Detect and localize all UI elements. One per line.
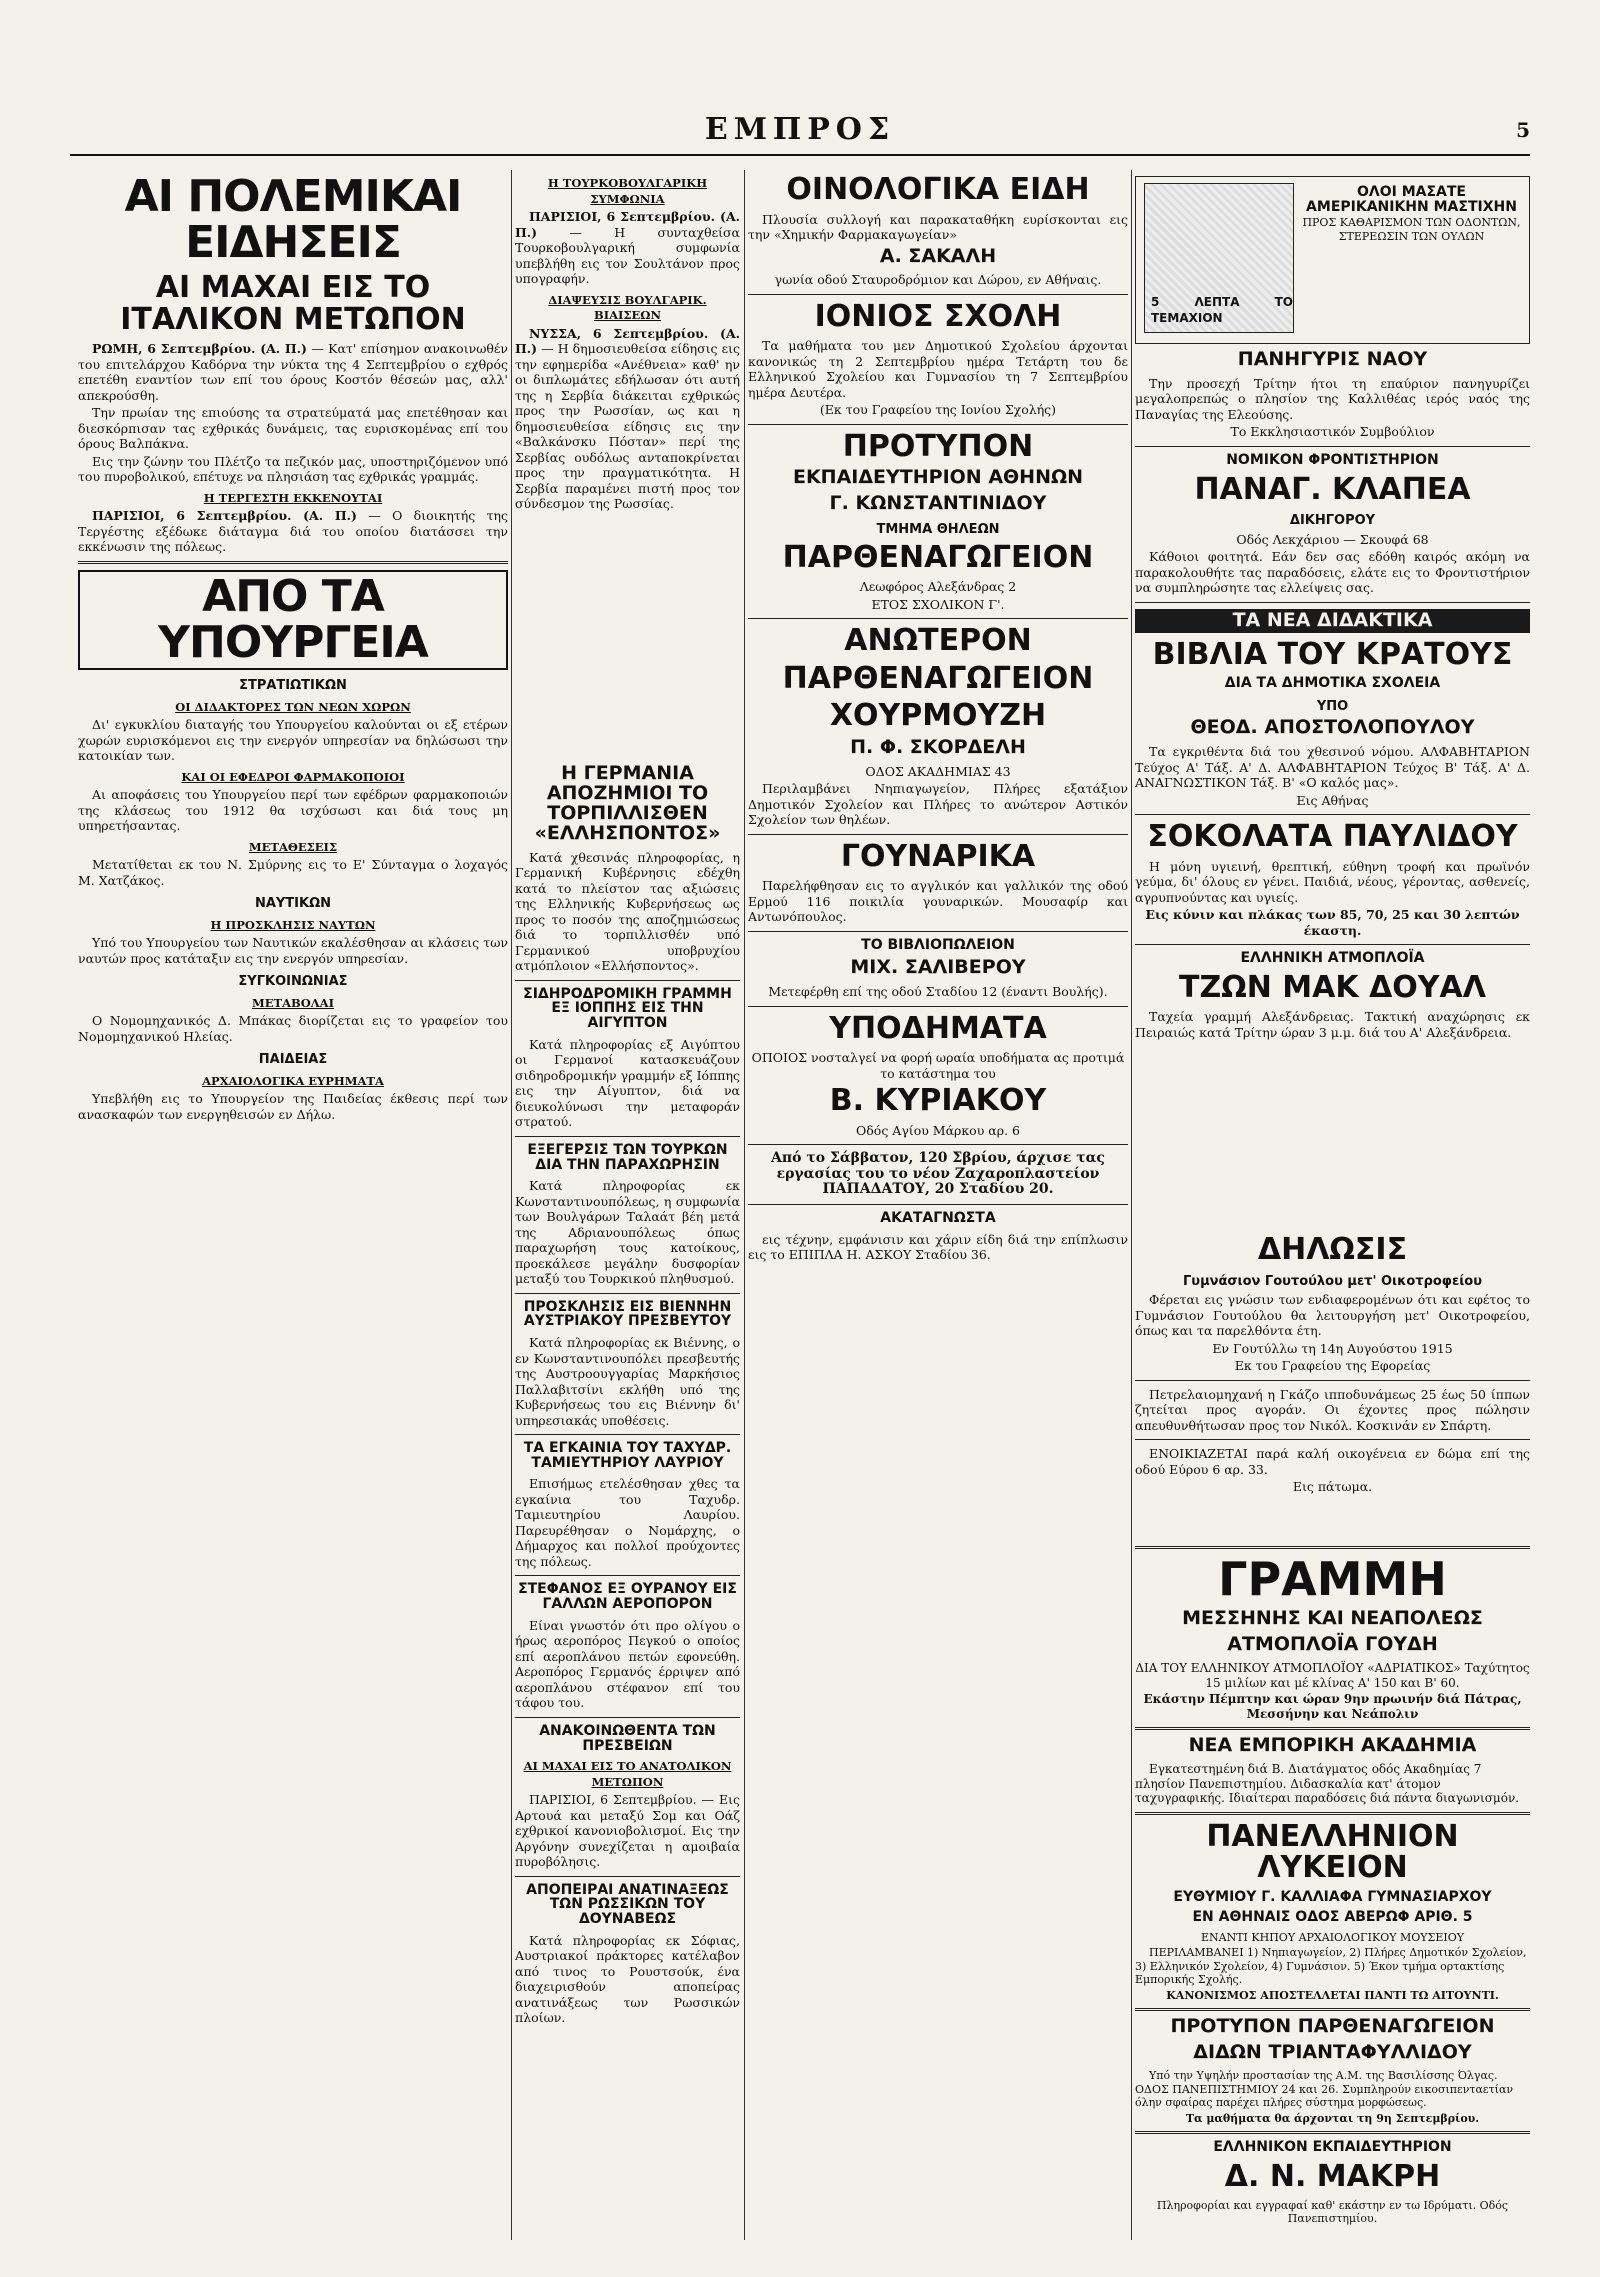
acatanista-headline: ΑΚΑΤΑΓΝΩΣΤΑ — [880, 1209, 996, 1226]
model-school-headline: ΠΡΟΤΥΠΟΝ — [842, 428, 1034, 464]
turkey-bulgaria-subhead: Η ΤΟΥΡΚΟΒΟΥΛΓΑΡΙΚΗ ΣΥΜΦΩΝΙΑ — [547, 176, 708, 206]
shipping-headline: ΕΛΛΗΝΙΚΗ ΑΤΜΟΠΛΟΪΑ — [1240, 950, 1425, 967]
military-kicker: ΣΤΡΑΤΙΩΤΙΚΩΝ — [239, 678, 347, 694]
law-tutoring-headline: ΝΟΜΙΚΟΝ ΦΡΟΝΤΙΣΤΗΡΙΟΝ — [1226, 451, 1439, 468]
bulgaria-text: — Η δημοσιευθείσα είδησις εις την εφημερίδα «Ανέθνεια» καθ' ην οι διπλωμάτες εδήλωσαν ότι αυτή της η Σερβία διάκειται εχθρικώς προς την Ρωσσίαν, ως και η δημοσιευθείσα είδησις εις την «Βαλκάνσκυ Πόσταν» περί της Σερβίας ουδόλως ανταποκρίνεται προς την πραγματικότητα. Η Σερβία παραμένει πιστή προς τον σύνδεσμον της Ρωσσίας. — [515, 341, 740, 511]
acatanista-text: εις τέχνην, εμφάνισιν και χάριν είδη διά την επίπλωσιν εις το ΕΠΙΠΛΑ Η. ΑΣΚΟΥ Σταδίου 36. — [748, 1231, 1128, 1263]
higher-school-address: ΟΔΟΣ ΑΚΑΔΗΜΙΑΣ 43 — [865, 763, 1011, 779]
books-text: Τα εγκριθέντα διά του χθεσινού νόμου. ΑΛΦΑΒΗΤΑΡΙΟΝ Τεύχος Α' Τάξ. Α' Δ. ΑΛΦΑΒΗΤΑΡΙΟΝ Τεύχος Β' Τάξ. Α' Δ. ΑΝΑΓΝΩΣΤΙΚΟΝ Τάξ. Β' «Ο καλός μας». — [1135, 744, 1530, 791]
higher-school-headline-4: Π. Φ. ΣΚΟΡΔΕΛΗ — [850, 735, 1026, 758]
germany-headline: Η ΓΕΡΜΑΝΙΑ ΑΠΟΖΗΜΙΟΙ ΤΟ ΤΟΡΠΙΛΛΙΣΘΕΝ «ΕΛΛΗΣΠΟΝΤΟΣ» — [534, 762, 721, 844]
for-rent-address: Εις πάτωμα. — [1292, 1479, 1373, 1494]
trieste-text: — Ο διοικητής της Τεργέστης εξέδωκε διάταγμα διά του οποίου διατάσσει την εκκένωσιν της πόλεως. — [78, 508, 508, 555]
shoes-address: Οδός Αγίου Μάρκου αρ. 6 — [856, 1122, 1020, 1138]
chocolate-price: Εις κύνιν και πλάκας των 85, 70, 25 και 30 λεπτών έκαστη. — [1145, 907, 1520, 938]
ionian-school-signature: (Εκ του Γραφείου της Ιονίου Σχολής) — [819, 402, 1057, 418]
column-balkan-news — [515, 170, 740, 730]
higher-school-headline: ΑΝΩΤΕΡΟΝ — [844, 623, 1032, 659]
triantafyllidou-date: Τα μαθήματα θα άρχονται τη 9η Σεπτεμβρίου. — [1185, 2111, 1480, 2125]
model-school-headline-3: Γ. ΚΩΝΣΤΑΝΤΙΝΙΔΟΥ — [829, 492, 1047, 515]
wine-text: Πλουσία συλλογή και παρακαταθήκη ευρίσκονται εις την «Χημικήν Φαρμακαγωγείαν» — [748, 211, 1128, 242]
lyceum-text: ΠΕΡΙΛΑΜΒΑΝΕΙ 1) Νηπιαγωγείον, 2) Πλήρες Δημοτικόν Σχολείον, 3) Ελληνικόν Σχολείον, 4) Γυμνάσιον. 5) Έκον τμήμα ορτακτίσης Εμπορικής Σχολής. — [1135, 1946, 1527, 1987]
line-text: ΔΙΑ ΤΟΥ ΕΛΛΗΝΙΚΟΥ ΑΤΜΟΠΛΟΪΟΥ «ΑΔΡΙΑΤΙΚΟΣ» Ταχύτητος 15 μιλίων και μέ κλίνας Α' 150 και Β' 60. — [1135, 1661, 1530, 1690]
military-text-1: Δι' εγκυκλίου διαταγής του Υπουργείου καλούνται οι εξ ετέρων χωρών ευρισκόμενοι εις την ενεργόν υπηρεσίαν να δηλώσωσι την κατοικίαν των. — [78, 717, 508, 764]
masthead — [70, 112, 1530, 156]
embassies-text: ΠΑΡΙΣΙΟΙ, 6 Σεπτεμβρίου. — Εις Αρτουά και μεταξύ Σομ και Οάζ εχθρικοί κανονιοβολισμοί. Εις την Αργόνην συνεχίζεται η αμοιβαία πυροβόλησις. — [515, 1792, 740, 1870]
shipping-line-ad — [1135, 1540, 1530, 2228]
education-kicker: ΠΑΙΔΕΙΑΣ — [258, 1052, 328, 1068]
education-text: Υπεβλήθη εις το Υπουργείον της Παιδείας έκθεσις περί των ανασκαφών των ενεργηθεισών εν Δήλω. — [78, 1091, 508, 1122]
lawyer-address: Οδός Λεκχάριου — Σκουφά 68 — [1236, 531, 1429, 547]
lyceum-address-2: ΕΝΑΝΤΙ ΚΗΠΟΥ ΑΡΧΑΙΟΛΟΓΙΚΟΥ ΜΟΥΣΕΙΟΥ — [1201, 1930, 1464, 1944]
gum-ad — [1135, 176, 1530, 344]
germany-text: Κατά χθεσινάς πληροφορίας, η Γερμανική Κυβέρνησις εδέχθη κατά το πλείστον τας αξιώσεις της Ελληνικής Κυβερνήσεως ως προς το ποσόν της αποζημιώσεως διά το τορπιλλισθέν υπό Γερμανικού υποβρυχίου ατμόπλοιον «Ελλήσποντος». — [515, 849, 740, 974]
column-rule — [511, 170, 512, 2240]
column-rule — [1131, 170, 1132, 2240]
lyceum-signature: ΚΑΝΟΝΙΣΜΟΣ ΑΠΟΣΤΕΛΛΕΤΑΙ ΠΑΝΤΙ ΤΩ ΑΙΤΟΥΝΤΙ. — [1166, 1988, 1499, 2002]
triantafyllidou-headline: ΠΡΟΤΥΠΟΝ ΠΑΡΘΕΝΑΓΩΓΕΙΟΝ — [1170, 2015, 1495, 2038]
rome-text-3: Εις την ζώνην του Πλέτζο τα πεζικόν μας, υποστηριζόμενον υπό του πυροβολικού, επέτυχε να πλησιάση τας εχθρικάς γραμμάς. — [78, 453, 508, 485]
higher-school-text: Περιλαμβάνει Νηπιαγωγείον, Πλήρες εξατάξιον Δημοτικόν Σχολείον και Πλήρες το ανώτερον Αστικόν Σχολείον των θηλέων. — [748, 781, 1128, 828]
higher-school-headline-3: ΧΟΥΡΜΟΥΖΗ — [829, 698, 1047, 734]
lyceum-address: ΕΝ ΑΘΗΝΑΙΣ ΟΔΟΣ ΑΒΕΡΩΦ ΑΡΙΘ. 5 — [1192, 1909, 1473, 1926]
embassies-subhead: ΑΙ ΜΑΧΑΙ ΕΙΣ ΤΟ ΑΝΑΤΟΛΙΚΟΝ ΜΕΤΩΠΟΝ — [523, 1759, 732, 1789]
wine-headline: ΟΙΝΟΛΟΓΙΚΑ ΕΙΔΗ — [786, 172, 1090, 207]
gum-ad-illustration — [1144, 183, 1294, 333]
fur-text: Παρελήφθησαν εις το αγγλικόν και γαλλικόν της οδού Ερμού 116 ποικιλία γουναρικών. Μουσαφίρ και Αντωνόπουλος. — [748, 878, 1128, 925]
navy-subhead: Η ΠΡΟΣΚΛΗΣΙΣ ΝΑΥΤΩΝ — [210, 917, 376, 932]
books-author: ΘΕΟΔ. ΑΠΟΣΤΟΛΟΠΟΥΛΟΥ — [1190, 716, 1475, 739]
trieste-subhead: Η ΤΕΡΓΕΣΤΗ ΕΚΚΕΝΟΥΤΑΙ — [203, 490, 383, 505]
column-world-news — [515, 760, 740, 2260]
triantafyllidou-text: Υπό την Υψηλήν προστασίαν της Α.Μ. της Βασιλίσσης Όλγας. ΟΔΟΣ ΠΑΝΕΠΙΣΤΗΜΙΟΥ 24 και 26. Συμπληρούν εικοσιπενταετίαν όλην σφαίρας παρέχει πλήρες σύστημα μορφώσεως. — [1135, 2069, 1514, 2110]
makris-headline: ΕΛΛΗΝΙΚΟΝ ΕΚΠΑΙΔΕΥΤΗΡΙΟΝ — [1213, 2139, 1452, 2156]
ionian-school-headline: ΙΟΝΙΟΣ ΣΧΟΛΗ — [814, 298, 1062, 334]
ambassador-headline: ΠΡΟΣΚΛΗΣΙΣ ΕΙΣ ΒΙΕΝΝΗΝ ΑΥΣΤΡΙΑΚΟΥ ΠΡΕΣΒΕΥΤΟΥ — [523, 1298, 732, 1330]
books-by: ΥΠΟ — [1316, 698, 1349, 714]
shipping-text: Ταχεία γραμμή Αλεξάνδρειας. Τακτική αναχώρησις εκ Πειραιώς κατά Τρίτην ώραν 3 μ.μ. διά του Α' Αλεξάνδρεια. — [1135, 1009, 1530, 1040]
shoes-text: ΟΠΟΙΟΣ νοσταλγεί να φορή ωραία υποδήματα ας προτιμά το κατάστημα του — [751, 1050, 1125, 1081]
gum-headline: ΟΛΟΙ ΜΑΣΑΤΕ ΑΜΕΡΙΚΑΝΙΚΗΝ ΜΑΣΤΙΧΗΝ — [1306, 184, 1517, 215]
inauguration-headline: ΤΑ ΕΓΚΑΙΝΙΑ ΤΟΥ ΤΑΧΥΔΡ. ΤΑΜΙΕΥΤΗΡΙΟΥ ΛΑΥΡΙΟΥ — [523, 1440, 732, 1471]
military-subhead-1: ΟΙ ΔΙΔΑΚΤΟΡΕΣ ΤΩΝ ΝΕΩΝ ΧΩΡΩΝ — [175, 699, 411, 714]
military-subhead-2: ΚΑΙ ΟΙ ΕΦΕΔΡΟΙ ΦΑΡΜΑΚΟΠΟΙΟΙ — [181, 769, 405, 784]
line-subhead: ΜΕΣΣΗΝΗΣ ΚΑΙ ΝΕΑΠΟΛΕΩΣ — [1182, 1607, 1483, 1630]
academy-text: Εγκατεστημένη διά Β. Διατάγματος οδός Ακαδημίας 7 πλησίον Πανεπιστημίου. Διδασκαλία κατ' άτομον ταχυγραφικής. Ιδιαίτεραι παραδόσεις διά πάντα διαγωνισμόν. — [1135, 1762, 1520, 1806]
rome-text-1: — Κατ' επίσημον ανακοινωθέν του επιτελάρχου Καδόρνα την νύκτα της 4 Σεπτεμβρίου ο εχθρός επετέθη εναντίον των επί του όρους Κοστόν θέσεών μας, αλλ' απεκρούσθη. — [78, 341, 508, 403]
engine-wanted-text: Πετρελαιομηχανή η Γκάζο ιπποδυνάμεως 25 έως 50 ίππων ζητείται προς αγοράν. Οι έχοντες προς πώλησιν απευθυνθήτωσαν προς τον Νικόλ. Κοσκινάν εν Σπάρτη. — [1135, 1386, 1530, 1433]
military-text-2: Αι αποφάσεις του Υπουργείου περί των εφέδρων φαρμακοποιών της κλάσεως του 1912 θα ισχύσωσι και διά τους μη υπηρετήσαντας. — [78, 787, 508, 834]
declaration-text: Φέρεται εις γνώσιν των ενδιαφερομένων ότι και εφέτος το Γυμνάσιον Γουτούλου θα λειτουργήση μετ' Οικοτροφείου, όπως και τα παρελθόντα έτη. — [1135, 1292, 1530, 1338]
shoes-merchant: Β. ΚΥΡΙΑΚΟΥ — [829, 1083, 1047, 1119]
books-headline-3: ΔΙΑ ΤΑ ΔΗΜΟΤΙΚΑ ΣΧΟΛΕΙΑ — [1224, 675, 1441, 692]
papadatos-text: Από το Σάββατον, 120 Σβρίου, άρχισε τας εργασίας του το νέον Ζαχαροπλαστείον ΠΑΠΑΔΑΤΟΥ, 20 Σταδίου 20. — [771, 1150, 1105, 1198]
communications-subhead: ΜΕΤΑΒΟΛΑΙ — [252, 995, 334, 1010]
communications-text: Ο Νομομηχανικός Δ. Μπάκας διορίζεται εις το γραφείον του Νομομηχανικού Ηλείας. — [78, 1013, 508, 1044]
bookshop-name: ΜΙΧ. ΣΑΛΙΒΕΡΟΥ — [850, 956, 1026, 979]
column-rule — [744, 170, 745, 2240]
lawyer-title: ΔΙΚΗΓΟΡΟΥ — [1289, 513, 1376, 529]
turkey-text: — Η συνταχθείσα Τουρκοβουλγαρική συμφωνία υπεβλήθη εις τον Σουλτάνον προς υπογραφήν. — [515, 224, 740, 286]
balloons-text: Είναι γνωστόν ότι προ ολίγου ο ήρως αεροπόρος Πεγκού ο οποίος επί αεροπλάνου πετών εφονεύθη. Αεροπόρος Γερμανός έρριψεν από αεροπλάνου στέφανον επί του τάφου του. — [515, 1617, 740, 1711]
ionian-school-text: Τα μαθήματα του μεν Δημοτικού Σχολείου άρχονται κανονικώς τη 2 Σεπτεμβρίου ημέρα Τετάρτη του δε Ελληνικού Σχολείου και Γυμνασίου τη 7 Σεπτεμβρίου ημέρα Δευτέρα. — [748, 338, 1128, 400]
trieste-dateline: ΠΑΡΙΣΙΟΙ, 6 Σεπτεμβρίου. (Α. Π.) — [92, 508, 357, 524]
turks-text: Κατά πληροφορίας εκ Κωνσταντινουπόλεως, η συμφωνία των Βουλγάρων Ταλαάτ βέη μετά της Αδριανουπόλεως όπως παραχωρήση τους κατοίκους, προεκάλεσε μεγάλην δυσφορίαν μεταξύ του Τουρκικού πληθυσμού. — [515, 1178, 740, 1287]
triantafyllidou-headline-2: ΔΙΔΩΝ ΤΡΙΑΝΤΑΦΥΛΛΙΔΟΥ — [1193, 2041, 1472, 2064]
declaration-subhead: Γυμνάσιον Γουτούλου μετ' Οικοτροφείου — [1183, 1273, 1482, 1289]
railway-headline: ΣΙΔΗΡΟΔΡΟΜΙΚΗ ΓΡΑΜΜΗ ΕΞ ΙΟΠΠΗΣ ΕΙΣ ΤΗΝ ΑΙΓΥΠΤΟΝ — [523, 985, 732, 1032]
bookshop-text: Μετεφέρθη επί της οδού Σταδίου 12 (έναντι Βουλής). — [768, 984, 1108, 1000]
for-rent-text: ΕΝΟΙΚΙΑΖΕΤΑΙ παρά καλή οικογένεια εν δώμα επί της οδού Εύρου 6 αρ. 33. — [1135, 1446, 1530, 1477]
military-subhead-3: ΜΕΤΑΘΕΣΕΙΣ — [248, 839, 338, 854]
books-address: Εις Αθήνας — [1296, 792, 1369, 808]
column-war-news — [78, 170, 508, 2260]
page-number: 5 — [1516, 118, 1530, 142]
model-school-headline-4: ΠΑΡΘΕΝΑΓΩΓΕΙΟΝ — [782, 539, 1094, 575]
balloons-headline: ΣΤΕΦΑΝΟΣ ΕΞ ΟΥΡΑΝΟΥ ΕΙΣ ΓΑΛΛΩΝ ΑΕΡΟΠΟΡΟΝ — [518, 1581, 737, 1613]
military-text-3: Μετατίθεται εκ του Ν. Σμύρνης εις το Ε' Σύνταγμα ο λοχαγός Μ. Χατζάκος. — [78, 857, 508, 888]
books-headline: ΤΑ ΝΕΑ ΔΙΔΑΚΤΙΚΑ — [1135, 609, 1530, 633]
declaration-headline: ΔΗΛΩΣΙΣ — [1257, 1232, 1408, 1267]
declaration-date: Εν Γουτύλλω τη 14η Αυγούστου 1915 — [1212, 1340, 1453, 1356]
lyceum-headline: ΠΑΝΕΛΛΗΝΙΟΝ ΛΥΚΕΙΟΝ — [1206, 1818, 1459, 1886]
russian-headline: ΑΠΟΠΕΙΡΑΙ ΑΝΑΤΙΝΑΞΕΩΣ ΤΩΝ ΡΩΣΣΙΚΩΝ ΤΟΥ ΔΟΥΝΑΒΕΩΣ — [526, 1881, 729, 1928]
lawyer-text: Κάθοιοι φοιτητά. Εάν δεν σας εδόθη καιρός ακόμη να παρακολουθήτε τας παραδόσεις, ελάτε εις το Φροντιστήριον να συμπληρώσητε τας ελλείψεις σας. — [1135, 549, 1530, 596]
lyceum-subhead: ΕΥΘΥΜΙΟΥ Γ. ΚΑΛΛΙΑΦΑ ΓΥΜΝΑΣΙΑΡΧΟΥ — [1173, 1888, 1492, 1905]
column-ads-middle — [748, 170, 1128, 2260]
chocolate-text: Η μόνη υγιεινή, θρεπτική, εύθηνη τροφή και πρωϊνόν γεύμα, δι' όλους εν γένει. Παιδιά, νέους, γέροντας, ασθενείς, αγρυπνούντας και υγιείς. — [1135, 858, 1530, 905]
line-route: Εκάστην Πέμπτην και ώραν 9ην πρωινήν διά Πάτρας, Μεσσήνην και Νεάπολιν — [1143, 1692, 1522, 1721]
model-school-year: ΕΤΟΣ ΣΧΟΛΙΚΟΝ Γ'. — [871, 596, 1005, 612]
communications-kicker: ΣΥΓΚΟΙΝΩΝΙΑΣ — [238, 974, 348, 990]
model-school-address: Λεωφόρος Αλεξάνδρας 2 — [859, 579, 1017, 595]
russian-text: Κατά πληροφορίας εκ Σόφιας, Αυστριακοί πράκτορες κατέλαβον από τινος το Ρουστσούκ, ένα διαχειρισθούν αποπείρας ανατινάξεως των Ρωσσικών πλοίων. — [515, 1932, 740, 2026]
ministries-headline: ΑΠΟ ΤΑ ΥΠΟΥΡΓΕΙΑ — [78, 570, 508, 670]
bulgaria-subhead: ΔΙΑΨΕΥΣΙΣ ΒΟΥΛΓΑΡΙΚ. ΒΙΑΙΣΕΩΝ — [548, 292, 707, 322]
festival-text: Την προσεχή Τρίτην ήτοι τη επαύριον πανηγυρίζει μεγαλοπρεπώς ο πλησίον της Καλλιθέας ιερός ναός της Παναγίας της Ελεούσης. — [1135, 375, 1530, 422]
rome-text-2: Την πρωίαν της επιούσης τα στρατεύματά μας επετέθησαν και διεσκόρπισαν τας εχθρικάς δυνάμεις, τας ευρισκομένας επί του όρους Βαλπάκνα. — [78, 405, 508, 452]
line-subhead-2: ΑΤΜΟΠΛΟΪΑ ΓΟΥΔΗ — [1227, 1633, 1438, 1656]
declaration-signature: Εκ του Γραφείου της Εφορείας — [1234, 1358, 1431, 1373]
italian-front-headline: ΑΙ ΜΑΧΑΙ ΕΙΣ ΤΟ ΙΤΑΛΙΚΟΝ ΜΕΤΩΠΟΝ — [120, 270, 466, 337]
navy-text: Υπό του Υπουργείου των Ναυτικών εκαλέσθησαν αι κλάσεις των ναυτών προς κατάταξιν εις την ενεργόν υπηρεσίαν. — [78, 935, 508, 966]
education-subhead: ΑΡΧΑΙΟΛΟΓΙΚΑ ΕΥΡΗΜΑΤΑ — [202, 1073, 384, 1088]
shipping-name: ΤΖΩΝ ΜΑΚ ΔΟΥΑΛ — [1179, 969, 1486, 1005]
fur-headline: ΓΟΥΝΑΡΙΚΑ — [840, 838, 1036, 874]
makris-headline-2: Δ. Ν. ΜΑΚΡΗ — [1224, 2159, 1441, 2195]
turks-headline: ΕΞΕΓΕΡΣΙΣ ΤΩΝ ΤΟΥΡΚΩΝ ΔΙΑ ΤΗΝ ΠΑΡΑΧΩΡΗΣΙΝ — [527, 1141, 728, 1173]
embassies-headline: ΑΝΑΚΟΙΝΩΘΕΝΤΑ ΤΩΝ ΠΡΕΣΒΕΙΩΝ — [539, 1722, 716, 1754]
shoes-headline: ΥΠΟΔΗΜΑΤΑ — [829, 1010, 1047, 1046]
war-news-headline: ΑΙ ΠΟΛΕΜΙΚΑΙ ΕΙΔΗΣΕΙΣ — [124, 171, 462, 269]
inauguration-text: Επισήμως ετελέσθησαν χθες τα εγκαίνια του Ταχυδρ. Ταμιευτηρίου Λαυρίου. Παρευρέθησαν ο Νομάρχης, ο Δήμαρχος και πολλοί προύχοντες της πόλεως. — [515, 1476, 740, 1569]
model-school-dept: ΤΜΗΜΑ ΘΗΛΕΩΝ — [876, 522, 1000, 538]
wine-address: γωνία οδού Σταυροδρόμιον και Δώρου, εν Αθήναις. — [774, 272, 1102, 288]
books-headline-2: ΒΙΒΛΙΑ ΤΟΥ ΚΡΑΤΟΥΣ — [1152, 636, 1513, 672]
festival-signature: Το Εκκλησιαστικόν Συμβούλιον — [1230, 424, 1435, 440]
turkey-dateline: ΠΑΡΙΣΙΟΙ, 6 Σεπτεμβρίου. (Α. Π.) — [515, 209, 740, 240]
chocolate-headline: ΣΟΚΟΛΑΤΑ ΠΑΥΛΙΔΟΥ — [1147, 819, 1518, 855]
column-ads-right — [1135, 170, 1530, 1220]
model-school-headline-2: ΕΚΠΑΙΔΕΥΤΗΡΙΟΝ ΑΘΗΝΩΝ — [792, 466, 1084, 489]
gum-text: ΠΡΟΣ ΚΑΘΑΡΙΣΜΟΝ ΤΩΝ ΟΔΟΝΤΩΝ, ΣΤΕΡΕΩΣΙΝ ΤΩΝ ΟΥΛΩΝ — [1302, 216, 1521, 243]
lawyer-name: ΠΑΝΑΓ. ΚΛΑΠΕΑ — [1194, 471, 1471, 507]
makris-text: Πληροφορίαι και εγγραφαί καθ' εκάστην εν τω Ιδρύματι. Οδός Πανεπιστημίου. — [1156, 2198, 1509, 2226]
navy-kicker: ΝΑΥΤΙΚΩΝ — [254, 896, 332, 912]
academy-headline: ΝΕΑ ΕΜΠΟΡΙΚΗ ΑΚΑΔΗΜΙΑ — [1188, 1734, 1477, 1757]
wine-merchant-name: Α. ΣΑΚΑΛΗ — [879, 244, 997, 267]
line-headline: ΓΡΑΜΜΗ — [1218, 1552, 1447, 1606]
bookshop-headline: ΤΟ ΒΙΒΛΙΟΠΩΛΕΙΟΝ — [861, 936, 1015, 953]
newspaper-title: ΕΜΠΡΟΣ — [704, 112, 896, 147]
rome-dateline: ΡΩΜΗ, 6 Σεπτεμβρίου. (Α. Π.) — [92, 341, 307, 357]
gum-price: 5 ΛΕΠΤΑ ΤΟ ΤΕΜΑΧΙΟΝ — [1151, 295, 1293, 325]
ambassador-text: Κατά πληροφορίας εκ Βιέννης, ο εν Κωνσταντινουπόλει πρεσβευτής της Αυστροουγγαρίας Μαρκήσιος Παλλαβιτσίνι εκλήθη υπό της Κυβερνήσεως του εις Βιέννην δι' υπηρεσιακάς υποθέσεις. — [515, 1335, 740, 1428]
railway-text: Κατά πληροφορίας εξ Αιγύπτου οι Γερμανοί κατασκευάζουν σιδηροδρομικήν γραμμήν εξ Ιόππης εις την Αίγυπτον, διά να διευκολύνωσι την μεταφοράν στρατού. — [515, 1036, 740, 1130]
higher-school-headline-2: ΠΑΡΘΕΝΑΓΩΓΕΙΟΝ — [782, 660, 1094, 696]
festival-headline: ΠΑΝΗΓΥΡΙΣ ΝΑΟΥ — [1237, 348, 1428, 370]
bulgaria-dateline: ΝΥΣΣΑ, 6 Σεπτεμβρίου. (Α. Π.) — [515, 325, 740, 356]
